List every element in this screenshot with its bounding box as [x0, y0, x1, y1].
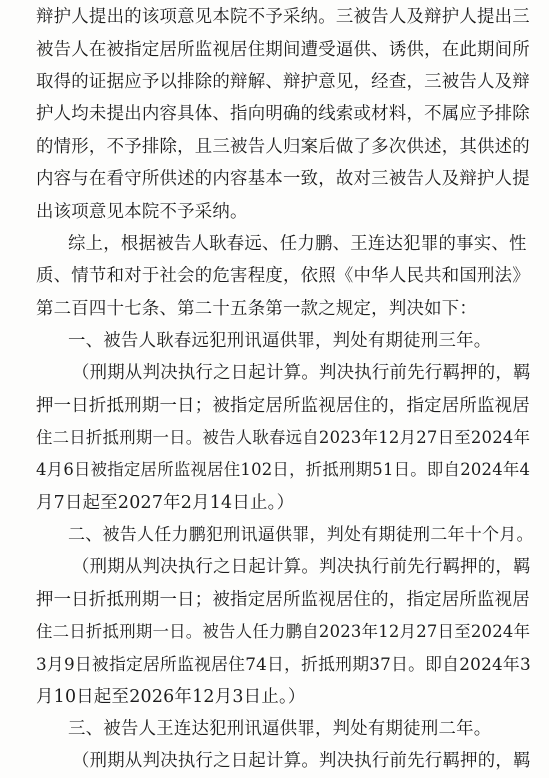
text-line-1: 辩护人提出的该项意见本院不予采纳。三被告人及辩护人提出三 — [36, 7, 530, 27]
text-line-19: 押一日折抵刑期一日；被指定居所监视居住的，指定居所监视居 — [36, 590, 530, 610]
text-line-2: 被告人在被指定居所监视居住期间遭受逼供、诱供，在此期间所 — [36, 40, 530, 60]
text-line-15: 4月6日被指定居所监视居住102日，折抵刑期51日。即自2024年4 — [36, 460, 531, 479]
text-line-9: 质、情节和对于社会的危害程度，依照《中华人民共和国刑法》 — [36, 266, 530, 286]
text-line-23: 三、被告人王连达犯刑讯逼供罪，判处有期徒刑二年。 — [68, 719, 492, 739]
text-line-11: 一、被告人耿春远犯刑讯逼供罪，判处有期徒刑三年。 — [68, 331, 492, 351]
text-line-10: 第二百四十七条、第二十五条第一款之规定，判决如下： — [36, 299, 478, 319]
text-line-13: 押一日折抵刑期一日；被指定居所监视居住的，指定居所监视居 — [36, 396, 530, 416]
text-line-8: 综上，根据被告人耿春远、任力鹏、王连达犯罪的事实、性 — [68, 234, 527, 254]
text-line-17: 二、被告人任力鹏犯刑讯逼供罪，判处有期徒刑二年十个月。 — [68, 525, 534, 545]
text-line-18: （刑期从判决执行之日起计算。判决执行前先行羁押的，羁 — [72, 557, 531, 577]
text-line-7: 出该项意见本院不予采纳。 — [36, 202, 248, 222]
text-line-21: 3月9日被指定居所监视居住74日，折抵刑期37日。即自2024年3 — [36, 654, 531, 674]
text-line-12: （刑期从判决执行之日起计算。判决执行前先行羁押的，羁 — [72, 363, 531, 383]
text-line-4: 护人均未提出内容具体、指向明确的线索或材料，不属应予排除 — [36, 104, 530, 124]
text-line-16: 月7日起至2027年2月14日止。） — [36, 493, 295, 513]
text-line-14: 住二日折抵刑期一日。被告人耿春远自2023年12月27日至2024年 — [36, 428, 531, 447]
text-line-22: 月10日起至2026年12月3日止。） — [36, 687, 306, 707]
text-line-5: 的情形，不予排除，且三被告人归案后做了多次供述，其供述的 — [36, 137, 530, 157]
text-line-24: （刑期从判决执行之日起计算。判决执行前先行羁押的，羁 — [72, 751, 531, 771]
text-line-3: 取得的证据应予以排除的辩解、辩护意见，经查，三被告人及辩 — [36, 72, 530, 92]
text-line-6: 内容与在看守所供述的内容基本一致，故对三被告人及辩护人提 — [36, 169, 530, 189]
text-line-20: 住二日折抵刑期一日。被告人任力鹏自2023年12月27日至2024年 — [36, 622, 531, 641]
